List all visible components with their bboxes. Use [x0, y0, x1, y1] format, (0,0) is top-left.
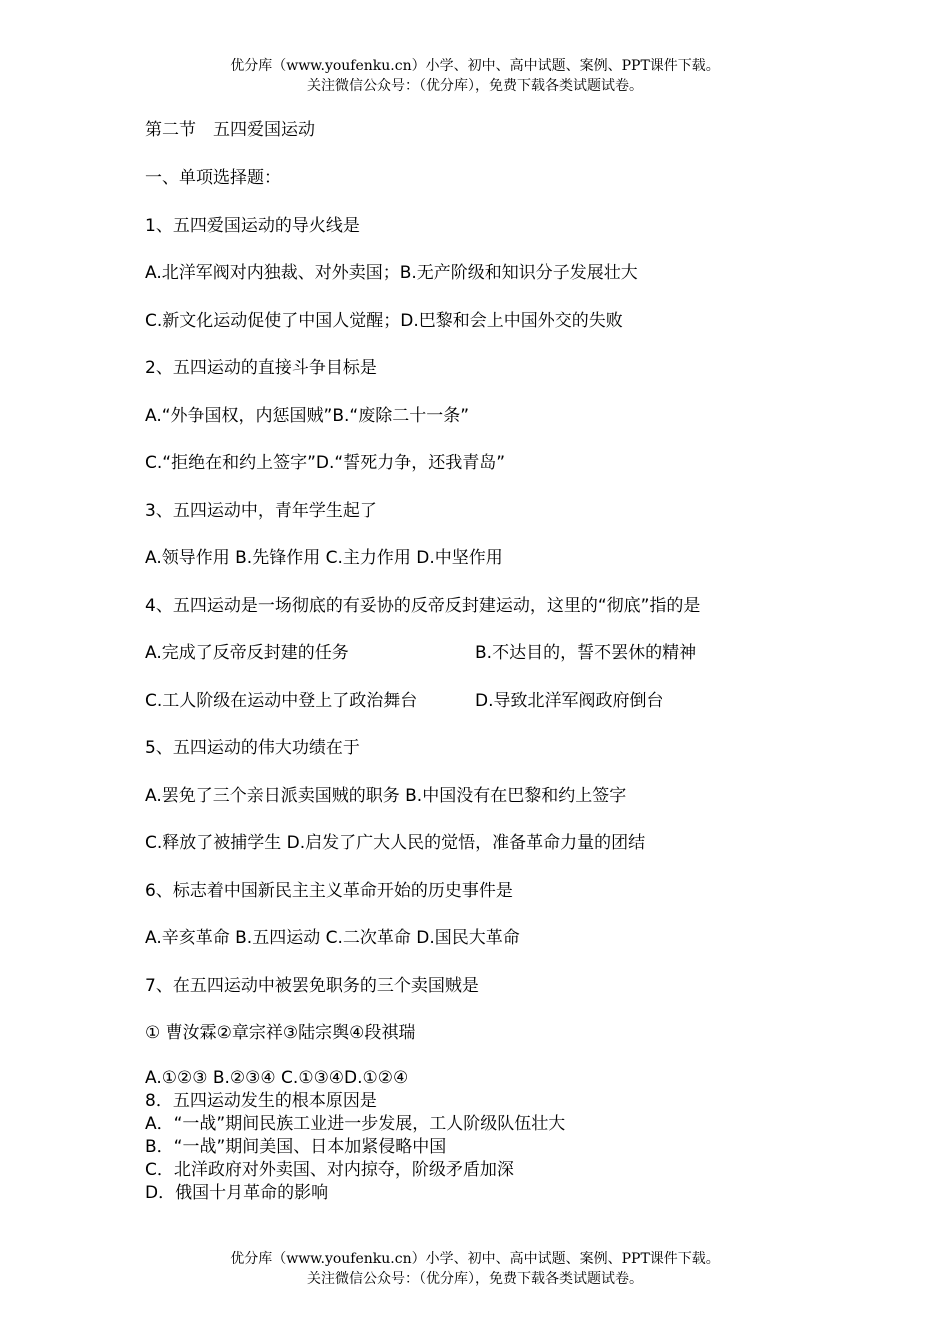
option-b: B.不达目的，誓不罢休的精神 [475, 643, 697, 663]
question-option-line: A.北洋军阀对内独裁、对外卖国；B.无产阶级和知识分子发展壮大 [145, 263, 638, 283]
question-option-line: A.辛亥革命 B.五四运动 C.二次革命 D.国民大革命 [145, 928, 520, 948]
question-choice-list: ① 曹汝霖②章宗祥③陆宗舆④段祺瑞 [145, 1023, 416, 1043]
footer-line-2: 关注微信公众号：（优分库），免费下载各类试题试卷。 [307, 1271, 643, 1287]
section-heading: 一、单项选择题： [145, 168, 281, 188]
question-stem: 3、五四运动中，青年学生起了 [145, 500, 377, 521]
question-stem: 2、五四运动的直接斗争目标是 [145, 358, 377, 378]
question-stem: 8．五四运动发生的根本原因是 [145, 1090, 377, 1111]
question-option-line: A.“外争国权，内惩国贼”B.“废除二十一条” [145, 405, 470, 426]
question-stem: 1、五四爱国运动的导火线是 [145, 215, 360, 236]
option-d: D.导致北洋军阀政府倒台 [475, 690, 664, 711]
question-answer-options: A.①②③ B.②③④ C.①③④D.①②④ [145, 1067, 409, 1088]
page-header [0, 56, 950, 96]
question-option-line: C.释放了被捕学生 D.启发了广大人民的觉悟，准备革命力量的团结 [145, 833, 646, 853]
question-option-line: A．“一战”期间民族工业进一步发展，工人阶级队伍壮大 [145, 1113, 566, 1134]
question-option-line: D．俄国十月革命的影响 [145, 1182, 329, 1203]
question-option-line: B．“一战”期间美国、日本加紧侵略中国 [145, 1136, 447, 1157]
option-a: A.完成了反帝反封建的任务 [145, 643, 349, 663]
question-stem: 7、在五四运动中被罢免职务的三个卖国贼是 [145, 975, 479, 996]
header-line-1: 优分库（www.youfenku.cn）小学、初中、高中试题、案例、PPT课件下载。 [230, 58, 720, 74]
question-stem: 6、标志着中国新民主主义革命开始的历史事件是 [145, 880, 513, 901]
document-body [145, 116, 865, 1205]
question-option-row [145, 639, 865, 687]
question-option-line: C.新文化运动促使了中国人觉醒；D.巴黎和会上中国外交的失败 [145, 310, 623, 331]
question-option-line: C.“拒绝在和约上签字”D.“誓死力争，还我青岛” [145, 453, 505, 473]
footer-line-1: 优分库（www.youfenku.cn）小学、初中、高中试题、案例、PPT课件下载。 [230, 1251, 720, 1267]
question-stem: 4、五四运动是一场彻底的有妥协的反帝反封建运动，这里的“彻底”指的是 [145, 595, 701, 616]
option-c: C.工人阶级在运动中登上了政治舞台 [145, 690, 418, 711]
question-option-line: A.罢免了三个亲日派卖国贼的职务 B.中国没有在巴黎和约上签字 [145, 785, 627, 806]
question-option-line: A.领导作用 B.先锋作用 C.主力作用 D.中坚作用 [145, 548, 503, 568]
header-line-2: 关注微信公众号：（优分库），免费下载各类试题试卷。 [307, 78, 643, 94]
page-title: 第二节 五四爱国运动 [145, 120, 315, 140]
question-stem: 5、五四运动的伟大功绩在于 [145, 738, 360, 758]
question-option-row [145, 687, 865, 735]
page-footer [0, 1249, 950, 1289]
question-option-line: C．北洋政府对外卖国、对内掠夺，阶级矛盾加深 [145, 1159, 514, 1180]
